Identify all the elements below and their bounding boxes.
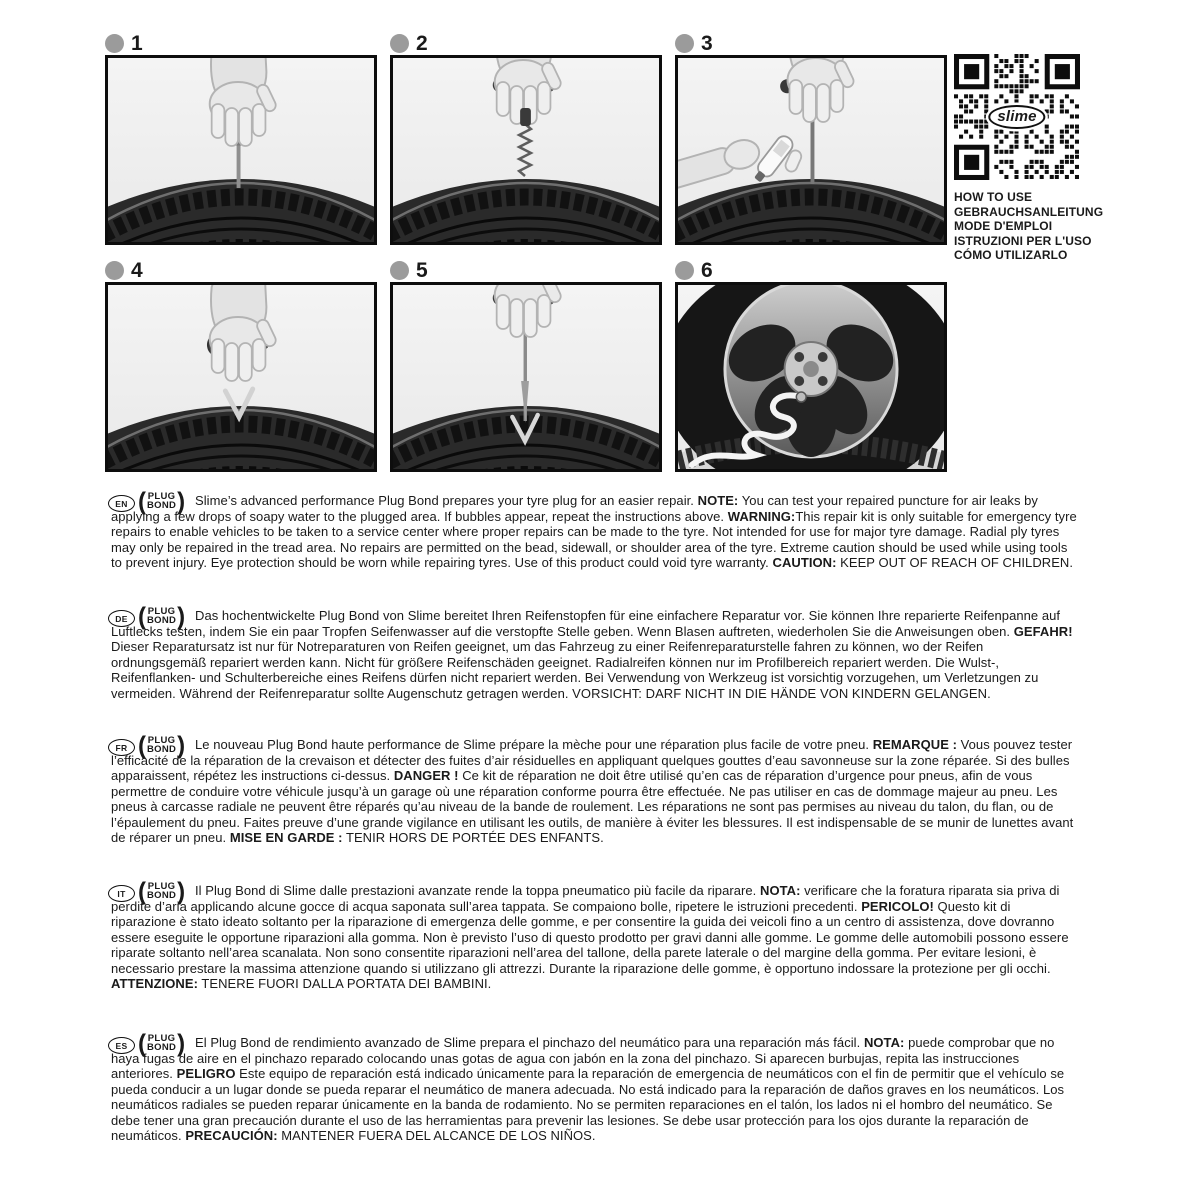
- language-block-en: [111, 487, 1078, 571]
- step-2-label: [390, 32, 662, 54]
- step-6-photo-inflate-wheel: [675, 282, 947, 472]
- language-block-it: [111, 877, 1078, 992]
- language-code-badge: EN: [108, 495, 135, 512]
- tyre-nail-removal-illustration: [108, 58, 374, 242]
- language-code-badge: DE: [108, 610, 135, 627]
- step-6: [675, 259, 947, 472]
- language-block-fr: [111, 731, 1078, 846]
- step-5-photo-remove-tool: [390, 282, 662, 472]
- step-number-circle: [105, 34, 124, 53]
- plug-bond-logo: [138, 487, 186, 516]
- how-to-use-line-it: ISTRUZIONI PER L'USO: [954, 233, 1092, 248]
- plug-bond-paren-left: (: [138, 487, 146, 516]
- plug-bond-paren-right: ): [177, 487, 186, 516]
- step-5-label: [390, 259, 662, 281]
- how-to-use-line-es: CÓMO UTILIZARLO: [954, 248, 1068, 262]
- language-block-es: [111, 1029, 1078, 1144]
- instructions-paragraph-en: Slime’s advanced performance Plug Bond prepares your tyre plug for an easier repair. NOTE: You can test your repaired puncture for air leaks by applying a few drops of soapy water to the plugged area. If bubbles appear, repeat the instructions above. WARNING:This repair kit is only suitable for emergency tyre repairs to enable vehicles to be taken to a service center where proper repairs can be made to the tyre. Not intended for use for major tyre damage. Radial ply tyres may only be repaired in the tread area. No repairs are permitted on the bead, sidewall, or shoulder area of the tyre. Extreme caution should be used while using tools to prevent injury. Eye protection should be worn while repairing tyres. Use of this product could void tyre warranty. CAUTION: KEEP OUT OF REACH OF CHILDREN.: [111, 493, 1077, 570]
- step-3-label: [675, 32, 947, 54]
- plug-bond-logo: ( PLUG BOND ): [138, 1029, 186, 1058]
- step-number-circle: [390, 261, 409, 280]
- step-number: 6: [701, 258, 713, 282]
- step-4: [105, 259, 377, 472]
- step-2-photo-spiral-probe: [390, 55, 662, 245]
- instructions-paragraph-fr: Le nouveau Plug Bond haute performance de Slime prépare la mèche pour une réparation plus facile de votre pneu. REMARQUE : Vous pouvez tester l’efficacité de la réparation de la crevaison et détecter des fuites d’air résiduelles en appliquant quelques gouttes d’eau savonneuse sur la zone réparée. Si des bulles apparaissent, répétez les instructions ci-dessus. DANGER ! Ce kit de réparation ne doit être utilisé qu’en cas de réparation d’urgence pour pneus, afin de vous permettre de conduire votre véhicule jusqu’à un garage où une réparation conforme pourra être effectuée. Ne pas utiliser en cas de dommage majeur au pneu. Les pneus à carcasse radiale ne peuvent être réparés qu’au niveau de la bande de roulement. Les réparations ne sont pas permises au niveau du talon, du flan, ou de l’épaulement du pneu. Faites preuve d’une grande vigilance en utilisant les outils, de manière à éviter les blessures. Il est indispensable de se munir de lunettes avant de réparer un pneu. MISE EN GARDE : TENIR HORS DE PORTÉE DES ENFANTS.: [111, 737, 1074, 845]
- qr-code: [954, 54, 1080, 180]
- plug-insertion-illustration: [108, 285, 374, 469]
- step-1-label: [105, 32, 377, 54]
- step-2: [390, 32, 662, 245]
- step-3: [675, 32, 947, 245]
- step-number: 5: [416, 258, 428, 282]
- step-6-label: [675, 259, 947, 281]
- language-block-de: [111, 602, 1078, 701]
- step-5: [390, 259, 662, 472]
- plug-bond-logo: ( PLUG BOND ): [138, 877, 186, 906]
- step-number-circle: [105, 261, 124, 280]
- language-code-badge: FR: [108, 739, 135, 756]
- step-number: 4: [131, 258, 143, 282]
- step-number: 1: [131, 31, 143, 55]
- tool-removal-illustration: [393, 285, 659, 469]
- how-to-use-line-en: HOW TO USE: [954, 190, 1033, 204]
- plug-bond-logo: ( PLUG BOND ): [138, 731, 186, 760]
- step-3-photo-apply-glue: [675, 55, 947, 245]
- plug-bond-logo: ( PLUG BOND ): [138, 602, 186, 631]
- step-4-label: [105, 259, 377, 281]
- how-to-use-line-fr: MODE D'EMPLOI: [954, 219, 1053, 233]
- step-number-circle: [675, 261, 694, 280]
- step-number: 3: [701, 31, 713, 55]
- step-1: [105, 32, 377, 245]
- step-number: 2: [416, 31, 428, 55]
- step-number-circle: [675, 34, 694, 53]
- how-to-use-heading: [954, 190, 1124, 263]
- slime-logo: [988, 105, 1045, 129]
- instructions-paragraph-it: Il Plug Bond di Slime dalle prestazioni avanzate rende la toppa pneumatico più facile da riparare. NOTA: verificare che la foratura riparata sia priva di perdite d’aria applicando alcune gocce di acqua saponata sull’area tappata. Se compaiono bolle, ripetere le istruzioni precedenti. PERICOLO! Questo kit di riparazione è stato ideato soltanto per la riparazione di emergenza delle gomme, e per consentire la guida dei veicoli fino a un centro di assistenza, dove dovranno essere eseguite le opportune riparazioni alla gomma. Non è previsto l’uso di questo prodotto per gravi danni alle gomme. Le gomme delle automobili possono essere riparate soltanto nell’area scanalata. Non sono consentite riparazioni nell’area del tallone, della parete laterale o del margine della gomma. Per evitare lesioni, è necessario prestare la massima attenzione quando si utilizzano gli attrezzi. Durante la riparazione delle gomme, è opportuno indossare la protezione per gli occhi. ATTENZIONE: TENERE FUORI DALLA PORTATA DEI BAMBINI.: [111, 883, 1069, 991]
- plug-bond-wordmark: PLUG BOND: [147, 491, 177, 511]
- instructions-paragraph-es: El Plug Bond de rendimiento avanzado de Slime prepara el pinchazo del neumático para una reparación más fácil. NOTA: puede comprobar que no haya fugas de aire en el pinchazo reparado colocando unas gotas de agua con jabón en la zona del pinchazo. Si aparecen burbujas, repita las instrucciones anteriores. PELIGRO Este equipo de reparación está indicado únicamente para la reparación de emergencia de neumáticos con el fin de permitir que el vehículo se pueda conducir a un lugar donde se pueda reparar el neumático de manera adecuada. No está indicado para la reparación de daños graves en los neumáticos. Los neumáticos radiales se pueden reparar únicamente en la banda de rodamiento. No se permiten reparaciones en el talón, los lados ni el hombro del neumático. Se debe tener una gran precaución durante el uso de las herramientas para prevenir las lesiones. Se debe usar protección para los ojos durante la reparación de neumáticos. PRECAUCIÓN: MANTENER FUERA DEL ALCANCE DE LOS NIÑOS.: [111, 1035, 1065, 1143]
- slime-logo-text: slime: [997, 108, 1037, 125]
- spiral-probe-illustration: [393, 58, 659, 242]
- glue-application-illustration: [678, 58, 944, 242]
- how-to-use-line-de: GEBRAUCHSANLEITUNG: [954, 204, 1104, 219]
- language-code-badge: ES: [108, 1037, 135, 1054]
- step-4-photo-insert-plug: [105, 282, 377, 472]
- language-code-badge: IT: [108, 885, 135, 902]
- wheel-inflation-illustration: [678, 285, 944, 469]
- step-number-circle: [390, 34, 409, 53]
- instructions-paragraph-de: Das hochentwickelte Plug Bond von Slime bereitet Ihren Reifenstopfen für eine einfachere Reparatur vor. Sie können Ihre reparierte Reifenpanne auf Luftlecks testen, indem Sie ein paar Tropfen Seifenwasser auf die verstopfte Stelle geben. Wenn Blasen auftreten, wiederholen Sie die Anweisungen oben. GEFAHR! Dieser Reparatursatz ist nur für Notreparaturen von Reifen geeignet, um das Fahrzeug zu einer Reifenreparaturstelle fahren zu können, wo der Reifen ordnungsgemäß repariert werden kann. Nicht für größere Reifenschäden geeignet. Radialreifen können nur im Profilbereich repariert werden. Die Wulst-, Reifenflanken- und Schulterbereiche eines Reifens dürfen nicht repariert werden. Bei Verwendung von Werkzeug ist vorsichtig vorzugehen, um Verletzungen zu vermeiden. Während der Reifenreparatur sollte Augenschutz getragen werden. VORSICHT: DARF NICHT IN DIE HÄNDE VON KINDERN GELANGEN.: [111, 608, 1073, 701]
- step-1-photo-pull-nail: [105, 55, 377, 245]
